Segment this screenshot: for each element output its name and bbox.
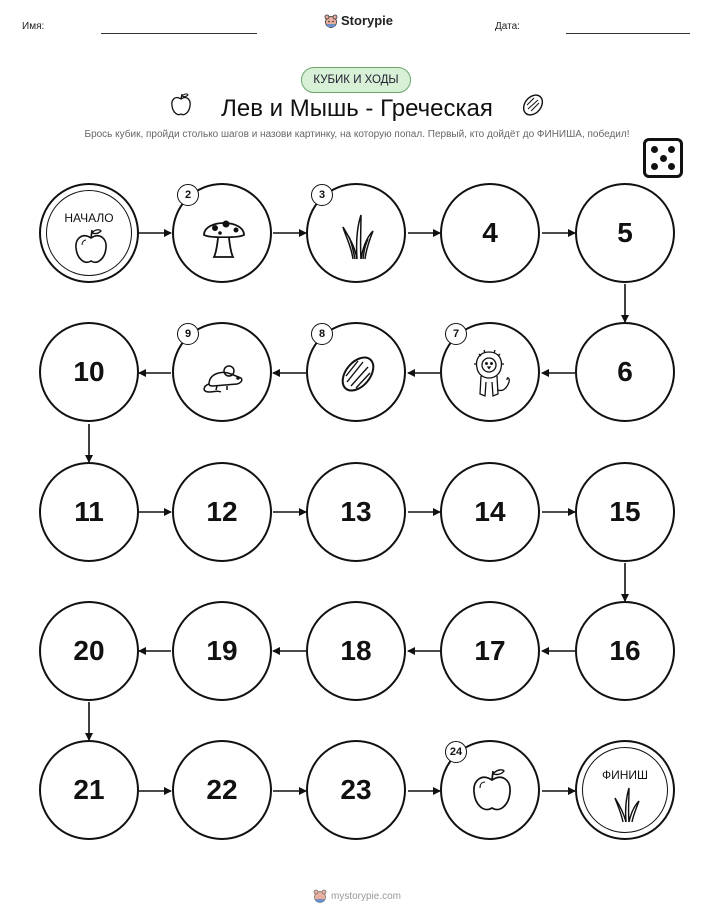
cell-number: 23 — [340, 774, 372, 805]
board-cell-4 — [440, 183, 540, 283]
finish-label: ФИНИШ — [601, 768, 649, 782]
cell-number: 21 — [73, 774, 105, 805]
brand-name: Storypie — [341, 13, 394, 28]
board-cell-18 — [306, 601, 406, 701]
mouse-icon — [199, 346, 249, 402]
board-cell-15 — [575, 462, 675, 562]
cell-number-badge: 3 — [311, 184, 333, 206]
cell-number: 17 — [474, 635, 506, 666]
board-cell-21 — [39, 740, 139, 840]
board-cell-16 — [575, 601, 675, 701]
board-cell-14 — [440, 462, 540, 562]
cell-number: 22 — [206, 774, 238, 805]
cell-number: 16 — [609, 635, 641, 666]
board-cell-8 — [306, 322, 406, 422]
cell-number-badge: 2 — [177, 184, 199, 206]
lion-icon — [467, 346, 517, 402]
seed-icon — [333, 346, 383, 402]
game-type-badge: КУБИК И ХОДЫ — [301, 67, 411, 93]
board-cell-7 — [440, 322, 540, 422]
cell-number: 5 — [617, 217, 633, 248]
board-cell-5 — [575, 183, 675, 283]
board-cell-9 — [172, 322, 272, 422]
cell-number-badge: 24 — [445, 741, 467, 763]
cell-number-badge: 9 — [177, 323, 199, 345]
grass-icon — [333, 207, 383, 263]
cell-number: 12 — [206, 496, 238, 527]
apple-icon — [467, 764, 517, 820]
board-cell-10 — [39, 322, 139, 422]
apple-icon — [73, 227, 109, 267]
cell-number: 11 — [74, 496, 104, 527]
board-cell-22 — [172, 740, 272, 840]
cell-number: 18 — [340, 635, 372, 666]
cell-number-badge: 8 — [311, 323, 333, 345]
name-label: Имя: — [22, 21, 45, 32]
grass-icon — [609, 784, 645, 824]
finish-cell — [575, 740, 675, 840]
footer — [0, 889, 714, 903]
date-label: Дата: — [495, 21, 520, 32]
cell-number: 13 — [340, 496, 372, 527]
board-cell-20 — [39, 601, 139, 701]
board-cell-3 — [306, 183, 406, 283]
storypie-mascot-icon — [313, 889, 327, 903]
cell-number: 6 — [617, 356, 633, 387]
cell-number: 4 — [482, 217, 498, 248]
cell-number: 20 — [73, 635, 105, 666]
cell-number: 15 — [609, 496, 641, 527]
board-cell-19 — [172, 601, 272, 701]
board-cell-2 — [172, 183, 272, 283]
cell-number: 14 — [474, 496, 506, 527]
page-title: Лев и Мышь - Греческая — [221, 95, 493, 122]
start-label: НАЧАЛО — [64, 211, 114, 225]
board-cell-6 — [575, 322, 675, 422]
start-cell — [39, 183, 139, 283]
board-cell-17 — [440, 601, 540, 701]
board-cell-11 — [39, 462, 139, 562]
board-cell-13 — [306, 462, 406, 562]
board-cell-24 — [440, 740, 540, 840]
board-cell-12 — [172, 462, 272, 562]
board-cell-23 — [306, 740, 406, 840]
cell-number: 19 — [206, 635, 238, 666]
footer-url[interactable]: mystorypie.com — [330, 890, 401, 902]
instructions-text: Брось кубик, пройди столько шагов и назови картинку, на которую попал. Первый, кто дойдёт до ФИНИША, победил! — [84, 129, 630, 140]
mushroom-icon — [199, 207, 249, 263]
cell-number-badge: 7 — [445, 323, 467, 345]
cell-number: 10 — [73, 356, 105, 387]
